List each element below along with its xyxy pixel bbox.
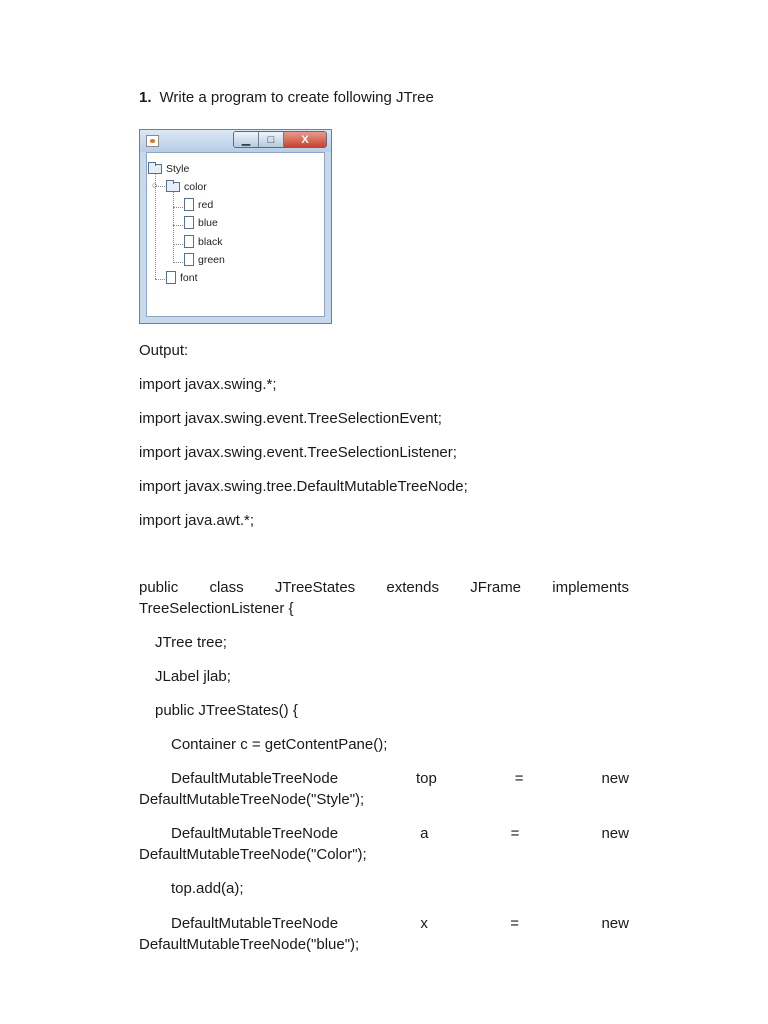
jtree-window-screenshot xyxy=(139,129,332,324)
tree-connector xyxy=(173,207,183,208)
tree-node-label: font xyxy=(180,271,198,284)
code-word: class xyxy=(209,579,244,596)
node-a-continued: DefaultMutableTreeNode("Color"); xyxy=(139,846,367,863)
tree-node-label: red xyxy=(198,198,214,211)
node-x-continued: DefaultMutableTreeNode("blue"); xyxy=(139,936,360,953)
import-line: import javax.swing.event.TreeSelectionEvent; xyxy=(139,410,442,427)
node-x-declaration xyxy=(171,913,629,934)
code-word: JTreeStates xyxy=(274,579,356,596)
folder-icon xyxy=(148,164,162,174)
code-word: DefaultMutableTreeNode xyxy=(171,915,339,932)
class-declaration xyxy=(139,577,629,598)
tree-node-leaf[interactable] xyxy=(184,214,218,231)
code-word: DefaultMutableTreeNode xyxy=(171,770,339,787)
question-number: 1. xyxy=(139,89,152,106)
window-titlebar xyxy=(140,130,331,152)
import-line: import javax.swing.event.TreeSelectionListener; xyxy=(139,444,457,461)
question-text: Write a program to create following JTree xyxy=(159,89,434,106)
tree-connector xyxy=(173,225,183,226)
field-line: JLabel jlab; xyxy=(155,668,231,685)
code-word: = xyxy=(510,915,520,932)
file-icon xyxy=(184,253,194,266)
minimize-icon: ▁ xyxy=(234,132,259,147)
tree-node-label: black xyxy=(198,235,223,248)
code-word: x xyxy=(420,915,428,932)
file-icon xyxy=(184,198,194,211)
tree-node-label: Style xyxy=(166,162,190,175)
code-word: implements xyxy=(552,579,629,596)
tree-node-label: blue xyxy=(198,216,218,229)
output-label: Output: xyxy=(139,342,189,359)
code-word: new xyxy=(601,915,629,932)
code-word: extends xyxy=(386,579,439,596)
tree-node-font[interactable] xyxy=(166,269,198,286)
code-word: JFrame xyxy=(470,579,522,596)
code-word: new xyxy=(601,825,629,842)
question-heading xyxy=(139,88,434,108)
window-controls xyxy=(233,131,327,148)
code-word: a xyxy=(420,825,429,842)
code-word: DefaultMutableTreeNode xyxy=(171,825,339,842)
tree-panel xyxy=(146,152,325,317)
tree-connector xyxy=(173,244,183,245)
file-icon xyxy=(184,216,194,229)
class-declaration-continued: TreeSelectionListener { xyxy=(139,600,294,617)
tree-node-root[interactable] xyxy=(148,160,189,177)
code-word: = xyxy=(514,770,524,787)
code-word: public xyxy=(139,579,179,596)
folder-icon xyxy=(166,182,180,192)
field-line: JTree tree; xyxy=(155,634,227,651)
node-top-continued: DefaultMutableTreeNode("Style"); xyxy=(139,791,365,808)
import-line: import javax.swing.*; xyxy=(139,376,277,393)
expand-toggle-icon[interactable]: ○ xyxy=(152,180,158,190)
constructor-line: public JTreeStates() { xyxy=(155,702,298,719)
tree-node-color[interactable] xyxy=(166,178,207,195)
tree-node-leaf[interactable] xyxy=(184,251,225,268)
container-line: Container c = getContentPane(); xyxy=(171,736,388,753)
tree-node-leaf[interactable] xyxy=(184,196,213,213)
tree-node-label: green xyxy=(198,253,225,266)
node-top-declaration xyxy=(171,768,629,789)
add-line: top.add(a); xyxy=(171,880,244,897)
code-word: = xyxy=(510,825,520,842)
tree-node-label: color xyxy=(184,180,207,193)
code-word: new xyxy=(601,770,629,787)
tree-connector xyxy=(173,191,174,263)
file-icon xyxy=(166,271,176,284)
tree-connector xyxy=(173,262,183,263)
java-app-icon xyxy=(146,135,159,147)
close-icon: X xyxy=(284,132,326,147)
maximize-icon: □ xyxy=(259,132,284,147)
import-line: import javax.swing.tree.DefaultMutableTreeNode; xyxy=(139,478,468,495)
tree-node-leaf[interactable] xyxy=(184,233,223,250)
code-word: top xyxy=(415,770,437,787)
import-line: import java.awt.*; xyxy=(139,512,255,529)
file-icon xyxy=(184,235,194,248)
node-a-declaration xyxy=(171,823,629,844)
